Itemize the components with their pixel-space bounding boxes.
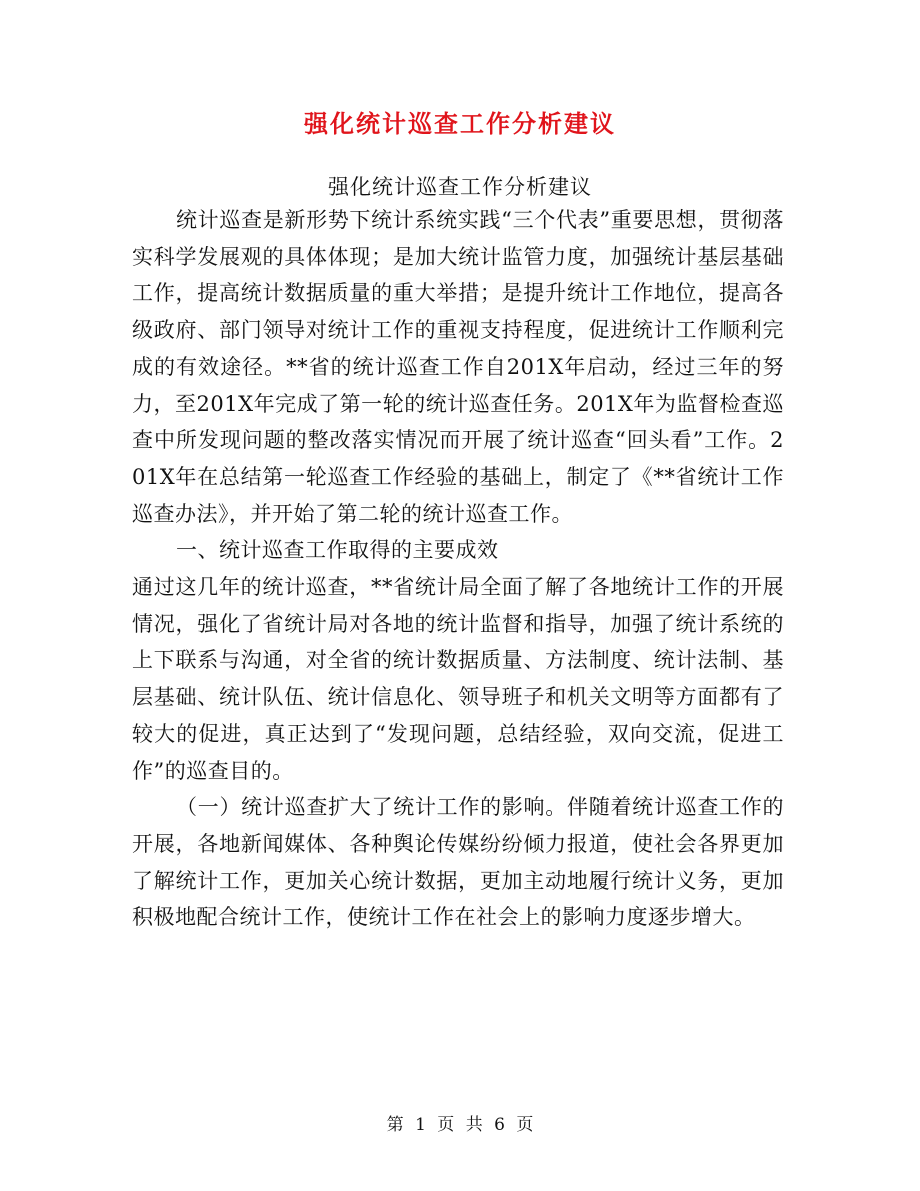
document-subtitle: 强化统计巡查工作分析建议	[328, 175, 592, 199]
paragraph-achievements: 通过这几年的统计巡查，**省统计局全面了解了各地统计工作的开展情况，强化了省统计局对各地的统计监督和指导，加强了统计系统的上下联系与沟通，对全省的统计数据质量、方法制度、统计法制、基层基础、统计队伍、统计信息化、领导班子和机关文明等方面都有了较大的促进，真正达到了“发现问题，总结经验，双向交流，促进工作”的巡查目的。	[132, 575, 784, 783]
paragraph-influence: （一）统计巡查扩大了统计工作的影响。伴随着统计巡查工作的开展，各地新闻媒体、各种舆论传媒纷纷倾力报道，使社会各界更加了解统计工作，更加关心统计数据，更加主动地履行统计义务，更加积极地配合统计工作，使统计工作在社会上的影响力度逐步增大。	[132, 795, 784, 930]
document-title: 强化统计巡查工作分析建议	[304, 110, 616, 138]
document-body	[132, 202, 784, 936]
section-heading: 一、统计巡查工作取得的主要成效	[176, 538, 499, 563]
paragraph-intro: 统计巡查是新形势下统计系统实践“三个代表”重要思想，贯彻落实科学发展观的具体体现；是加大统计监管力度，加强统计基层基础工作，提高统计数据质量的重大举措；是提升统计工作地位，提高各级政府、部门领导对统计工作的重视支持程度，促进统计工作顺利完成的有效途径。**省的统计巡查工作自201X年启动，经过三年的努力，至201X年完成了第一轮的统计巡查任务。201X年为监督检查巡查中所发现问题的整改落实情况而开展了统计巡查“回头看”工作。201X年在总结第一轮巡查工作经验的基础上，制定了《**省统计工作巡查办法》，并开始了第二轮的统计巡查工作。	[132, 208, 784, 526]
page-footer: 第 1 页 共 6 页	[386, 1115, 534, 1135]
